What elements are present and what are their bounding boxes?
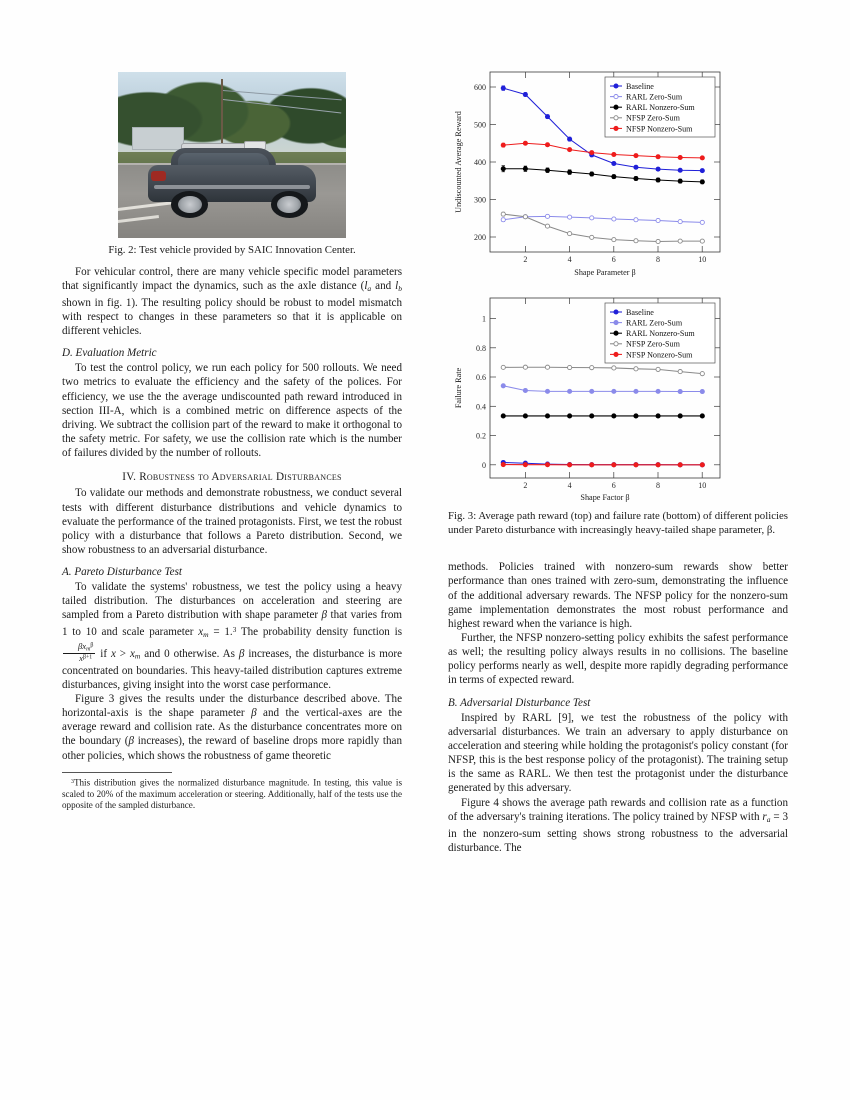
legend-label: NFSP Zero-Sum xyxy=(626,113,680,123)
paragraph-figure-4: Figure 4 shows the average path rewards and collision rate as a function of the adversary's training iterations. The policy trained by NFSP with $r_a = 3$ in the nonzero-sum setting shows strong robustness to the adversarial disturbance. The xyxy=(448,796,788,854)
right-column xyxy=(448,62,788,855)
y-tick-1: 1 xyxy=(482,314,486,324)
x-axis-label-bottom: Shape Factor β xyxy=(580,493,630,502)
photo-taillight xyxy=(151,171,166,182)
legend-label: RARL Nonzero-Sum xyxy=(626,103,695,113)
paragraph-evaluation-metric: To test the control policy, we run each policy for 500 rollouts. We need two metrics to evaluate the efficiency and the safety of the polices. For efficiency, we use the the average undiscounted path reward introduced in section III-A, which is a combined metric on difference aspects of the driving. We subtract the collision part of the reward to make it orthogonal to the safety metric. For safety, we use the collision rate which is the number of failures divided by the number of rollouts. xyxy=(62,362,402,460)
legend-label: Baseline xyxy=(626,307,654,317)
y-tick-200: 200 xyxy=(474,233,486,242)
y-axis-label-bottom: Failure Rate xyxy=(454,367,463,409)
x-tick-4-bottom: 4 xyxy=(567,481,572,490)
paragraph-pareto-2: Figure 3 gives the results under the disturbance described above. The horizontal-axis is the shape parameter β and the vertical-axes are the average reward and collision rate. As the disturbance concentrates more on the boundary (β increases), the reward of baseline drops more rapidly than other policies, which shows the robustness of game theoretic xyxy=(62,692,402,762)
paragraph-inspired-rarl: Inspired by RARL [9], we test the robustness of the policy with adversarial disturbances. We train an adversary to apply disturbance on acceleration and steering while holding the protagonist's policy constant (for NFSP, this is the best response policy of the protagonist). The training setup is the same as RARL. We then test the protagonist under the disturbance generated by this adversary. xyxy=(448,711,788,795)
heading-adversarial-disturbance-test: B. Adversarial Disturbance Test xyxy=(448,696,591,709)
y-tick-500: 500 xyxy=(474,120,486,130)
footnote-divider xyxy=(62,772,172,773)
heading-section-iv: IV. Robustness to Adversarial Disturbances xyxy=(122,471,342,484)
x-tick-4: 4 xyxy=(567,255,572,264)
paragraph-vehicular-control: For vehicular control, there are many vehicle specific model parameters that significantly impact the dynamics, such as the axle distance ($l_a$ and $l_b$ shown in fig. 1). The resulting policy should be robust to model mismatch with respect to changes in these parameters so that it is applicable on different vehicles. xyxy=(62,265,403,338)
y-tick-0: 0 xyxy=(482,460,486,470)
series-rarl-nonzero-sum xyxy=(501,166,704,184)
x-tick-8-bottom: 8 xyxy=(656,481,660,490)
y-tick-600: 600 xyxy=(474,83,486,92)
series-group-bottom xyxy=(501,365,704,467)
legend-label: RARL Nonzero-Sum xyxy=(626,329,695,339)
series-rarl-zero-sum xyxy=(501,384,704,394)
photo-utility-pole xyxy=(221,79,223,145)
figure-2-caption: Fig. 2: Test vehicle provided by SAIC Innovation Center. xyxy=(108,244,356,256)
footnote-3 xyxy=(62,777,402,812)
y-tick-06: 0.6 xyxy=(476,373,486,382)
failure-rate-plot xyxy=(448,288,738,510)
x-tick-6: 6 xyxy=(611,255,616,264)
x-tick-10: 10 xyxy=(698,255,707,264)
two-column-layout xyxy=(62,62,788,1042)
paragraph-validate-methods: To validate our methods and demonstrate robustness, we conduct several tests with different disturbance distributions and vehicle dynamics to evaluate the performance of the trained protagonists. First, we test the robust policy with a disturbance that follows a Pareto distribution. Second, we show robustness to an adversarial disturbance. xyxy=(62,487,402,556)
paragraph-pareto-1: To validate the systems' robustness, we test the policy using a heavy tailed distribution. The disturbances on acceleration and steering are sampled from a Pareto distribution with shape parameter β that varies from 1 to 10 and scale parameter $x_m = 1.^3$ The probability density function is $\frac{\beta x_m^\beta}{x^{\beta+1}}$ if $x > x_m$ and 0 otherwise. As β increases, the disturbance is more concentrated on boundaries. This heavy-tailed distribution captures extreme disturbances, giving insight into the worst case performance. xyxy=(62,581,403,691)
test-vehicle-photo xyxy=(118,72,346,238)
photo-front-wheel xyxy=(271,191,308,218)
legend-label: NFSP Nonzero-Sum xyxy=(626,124,693,134)
photo-vehicle xyxy=(148,147,317,213)
x-tick-10-bottom: 10 xyxy=(698,481,707,490)
legend-top xyxy=(605,77,715,137)
x-axis-label-top: Shape Parameter β xyxy=(574,268,636,277)
figure-3-top-chart xyxy=(448,62,788,288)
legend-bottom xyxy=(605,303,715,363)
legend-label: Baseline xyxy=(626,81,654,91)
paragraph-methods: methods. Policies trained with nonzero-sum rewards show better performance than ones trained with zero-sum, demonstrating the influence of the additional adversary rewards. The NFSP policy for the nonzero-sum game implementation demonstrates the most robust performance and highest reward when the variance is high. xyxy=(448,561,788,630)
footnote-marker: 3 xyxy=(71,778,74,785)
x-tick-2: 2 xyxy=(523,255,528,264)
y-tick-02: 0.2 xyxy=(476,431,486,441)
figure-3-caption: Fig. 3: Average path reward (top) and failure rate (bottom) of different policies under Pareto disturbance with increasingly heavy-tailed shape parameter, β. xyxy=(448,510,788,536)
legend-label: NFSP Nonzero-Sum xyxy=(626,350,693,360)
paragraph-further: Further, the NFSP nonzero-setting policy exhibits the safest performance as well; the resulting policy always results in no collisions. The baseline policy performs nearly as well, despite more rapidly degrading performance in terms of expected reward. xyxy=(448,631,788,687)
photo-rear-wheel xyxy=(171,191,208,218)
x-tick-8: 8 xyxy=(656,255,660,264)
footnote-text: This distribution gives the normalized disturbance magnitude. In testing, this value is scaled to 20% of the maximum acceleration or steering. Additionally, half of the tests use the opposite of the sampled disturbance. xyxy=(62,777,402,811)
series-rarl-nonzero-sum xyxy=(501,414,704,418)
legend-label: NFSP Zero-Sum xyxy=(626,339,680,349)
photo-side-trim xyxy=(154,185,309,188)
legend-label: RARL Zero-Sum xyxy=(626,92,683,102)
heading-evaluation-metric: D. Evaluation Metric xyxy=(62,347,157,360)
y-axis-label-top: Undiscounted Average Reward xyxy=(454,111,463,213)
left-column xyxy=(62,62,402,812)
x-tick-2-bottom: 2 xyxy=(523,481,528,490)
series-baseline xyxy=(501,460,704,467)
figure-3-bottom-chart xyxy=(448,288,788,510)
legend-label: RARL Zero-Sum xyxy=(626,318,683,328)
x-tick-6-bottom: 6 xyxy=(611,481,616,490)
series-nfsp-zero-sum xyxy=(501,365,704,376)
heading-pareto-disturbance-test: A. Pareto Disturbance Test xyxy=(62,566,182,579)
y-tick-300: 300 xyxy=(474,195,486,205)
y-tick-04: 0.4 xyxy=(476,402,486,412)
series-nfsp-nonzero-sum xyxy=(501,141,704,160)
avg-path-reward-plot xyxy=(448,62,738,288)
y-tick-08: 0.8 xyxy=(476,343,486,353)
y-tick-400: 400 xyxy=(474,158,486,167)
